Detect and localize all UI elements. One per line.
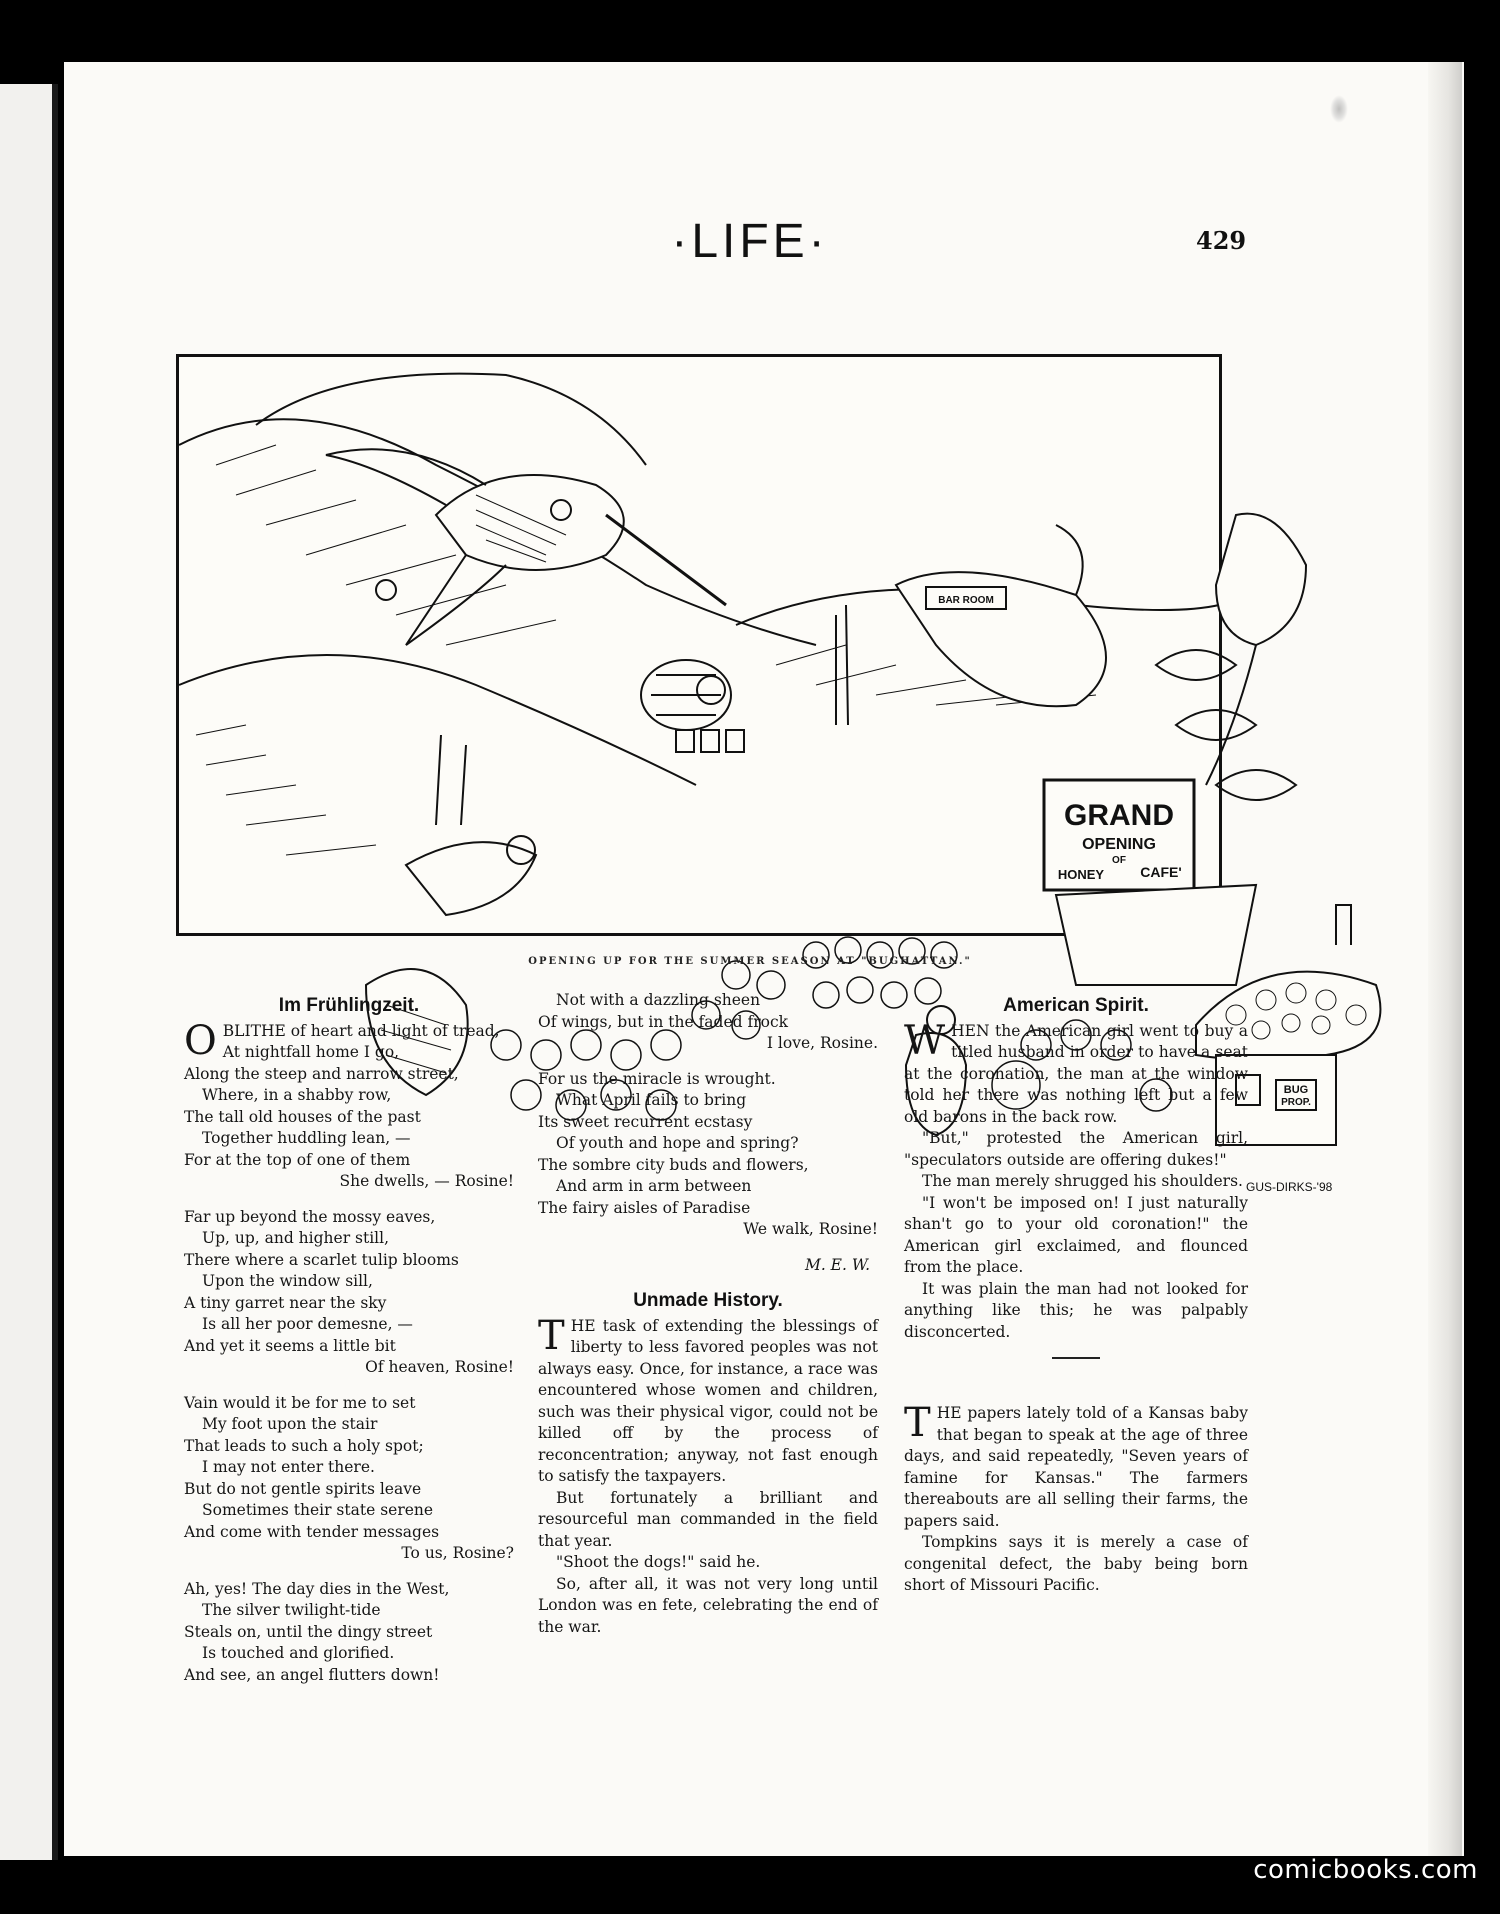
poem-line — [184, 1207, 514, 1229]
poem-line — [538, 1012, 878, 1034]
poem-line-text: The silver twilight-tide — [202, 1601, 381, 1619]
poem-line — [538, 1155, 878, 1177]
unmade-paragraph-1: HE task of extending the blessings of liberty to less favored peoples was not always easy. Once, for instance, a race was encountered whose women and children, such was their physical vigor, could not be killed off by the process of reconcentration; anyway, not fast enough to satisfy the taxpayers. — [538, 1316, 878, 1485]
poem-line-text: The tall old houses of the past — [184, 1107, 421, 1126]
poem-line — [184, 1436, 514, 1458]
poem-line-text: Steals on, until the dingy street — [184, 1622, 433, 1641]
artist-signature: GUS-DIRKS-'98 — [1246, 1180, 1333, 1194]
unmade-paragraph-2: But fortunately a brilliant and resourceful man commanded in the field that year. — [538, 1488, 878, 1550]
american-paragraph-1: HEN the American girl went to buy a titled husband in order to have a seat at the coronation, the man at the window told her there was nothing left but a few old barons in the back row. — [904, 1021, 1248, 1126]
kansas-body — [904, 1400, 1248, 1597]
poem-line-text: Far up beyond the mossy eaves, — [184, 1207, 436, 1226]
unmade-paragraph-4: So, after all, it was not very long until London was en fete, celebrating the end of the war. — [538, 1574, 878, 1636]
sign-text-grand: GRAND — [1064, 799, 1174, 832]
poem-stanza — [184, 1207, 514, 1379]
poem-line — [538, 1176, 878, 1198]
unmade-history-title: Unmade History. — [633, 1290, 783, 1311]
american-paragraph-2: "But," protested the American girl, "speculators outside are offering dukes!" — [904, 1129, 1248, 1169]
poem-line — [184, 1643, 514, 1665]
poem-line-text: I may not enter there. — [202, 1458, 375, 1476]
poem-stanza — [184, 1393, 514, 1565]
american-paragraph-3: The man merely shrugged his shoulders. — [922, 1172, 1243, 1190]
poem-line-text: The sombre city buds and flowers, — [538, 1155, 809, 1174]
poem-stanza — [184, 1017, 514, 1193]
poem-line-text: Together huddling lean, — — [202, 1129, 411, 1147]
poem-line-text: That leads to such a holy spot; — [184, 1436, 424, 1455]
column-middle — [538, 990, 878, 1638]
poem-line — [184, 1543, 514, 1565]
poem-line-text: To us, Rosine? — [401, 1544, 514, 1562]
page-scuff-mark — [1330, 95, 1348, 123]
poem-line-text: Not with a dazzling sheen — [556, 991, 761, 1009]
poem-line-text: For at the top of one of them — [184, 1150, 411, 1169]
poem-line — [538, 1198, 878, 1220]
poem-line-text: Its sweet recurrent ecstasy — [538, 1112, 753, 1131]
bug-prop-label-2: PROP. — [1281, 1097, 1311, 1108]
poem-line-text: And yet it seems a little bit — [184, 1336, 396, 1355]
poem-line-text: We walk, Rosine! — [743, 1220, 878, 1238]
poem-line — [184, 1271, 514, 1293]
poem-line-text: Of youth and hope and spring? — [556, 1134, 799, 1152]
poem-line — [184, 1042, 514, 1064]
poem-stanza — [538, 1069, 878, 1241]
poem-line-text: Ah, yes! The day dies in the West, — [184, 1579, 450, 1598]
poem-line-text: My foot upon the stair — [202, 1415, 378, 1433]
american-spirit-title: American Spirit. — [1003, 995, 1149, 1016]
poem-line — [538, 1133, 878, 1155]
poem-line — [184, 1250, 514, 1272]
poem-line-text: There where a scarlet tulip blooms — [184, 1250, 459, 1269]
poem-line — [184, 1171, 514, 1193]
poem-line-text: She dwells, — Rosine! — [339, 1172, 514, 1190]
poem-line — [184, 1414, 514, 1436]
poem-line-text: The fairy aisles of Paradise — [538, 1198, 751, 1217]
poem-line — [184, 1665, 514, 1687]
poem-line — [538, 1112, 878, 1134]
poem-line-text: Of wings, but in the faded frock — [538, 1012, 789, 1031]
illustration-caption: OPENING UP FOR THE SUMMER SEASON AT "BUGHATTAN." — [528, 956, 972, 967]
poem-line-text: Up, up, and higher still, — [202, 1229, 390, 1247]
poem-line — [184, 1622, 514, 1644]
kansas-dropcap: T — [904, 1400, 931, 1446]
poem-title: Im Frühlingzeit. — [278, 995, 420, 1016]
poem-line — [184, 1228, 514, 1250]
poem-line — [184, 1064, 514, 1086]
sign-text-honey: HONEY — [1057, 867, 1105, 882]
column-left — [184, 995, 514, 1700]
poem-line-text: I love, Rosine. — [766, 1034, 878, 1052]
american-paragraph-4: "I won't be imposed on! I just naturally shan't go to your old coronation!" the American girl exclaimed, and flounced from the place. — [904, 1193, 1248, 1276]
adjacent-page-edge — [0, 84, 58, 1860]
poem-line — [184, 1393, 514, 1415]
poem-stanzas — [184, 1017, 514, 1687]
poem-line-text: Vain would it be for me to set — [184, 1393, 416, 1412]
poem-line — [184, 1522, 514, 1544]
poem-line — [184, 1357, 514, 1379]
poem-line-text: Along the steep and narrow street, — [184, 1064, 459, 1083]
poem-line — [538, 1090, 878, 1112]
unmade-history-body — [538, 1312, 878, 1639]
poem-line-text: Is all her poor demesne, — — [202, 1315, 413, 1333]
poem-line — [184, 1085, 514, 1107]
unmade-paragraph-3: "Shoot the dogs!" said he. — [556, 1553, 761, 1571]
masthead: ·LIFE· — [671, 215, 829, 268]
poem-signature: M. E. W. — [804, 1255, 870, 1274]
american-spirit-body — [904, 1017, 1248, 1344]
poem-line — [184, 1579, 514, 1601]
bar-room-label: BAR ROOM — [938, 595, 994, 606]
poem-line-text: And arm in arm between — [556, 1177, 752, 1195]
poem-line-text: But do not gentle spirits leave — [184, 1479, 422, 1498]
poem-line — [184, 1128, 514, 1150]
poem-continued — [538, 990, 878, 1241]
poem-line-text: And come with tender messages — [184, 1522, 440, 1541]
poem-line-text: A tiny garret near the sky — [184, 1293, 387, 1312]
poem-line-text: Of heaven, Rosine! — [365, 1358, 514, 1376]
poem-line — [538, 990, 878, 1012]
bug-prop-label-1: BUG — [1283, 1084, 1309, 1096]
page-number: 429 — [1196, 226, 1247, 255]
poem-line — [184, 1500, 514, 1522]
poem-line — [184, 1150, 514, 1172]
poem-line-text: Is touched and glorified. — [202, 1644, 395, 1662]
poem-stanza — [538, 990, 878, 1055]
american-paragraph-5: It was plain the man had not looked for anything like this; he was palpably disconcerted. — [904, 1279, 1248, 1341]
unmade-dropcap: T — [538, 1312, 565, 1359]
section-divider — [1052, 1357, 1100, 1359]
poem-line — [184, 1336, 514, 1358]
poem-line — [184, 1479, 514, 1501]
sign-text-cafe: CAFE' — [1140, 864, 1182, 880]
column-right — [904, 995, 1248, 1597]
poem-line — [184, 1293, 514, 1315]
poem-line-text: Upon the window sill, — [202, 1272, 373, 1290]
poem-line-text: What April fails to bring — [556, 1091, 747, 1109]
poem-line-text: BLITHE of heart and light of tread, — [222, 1021, 500, 1040]
poem-line — [538, 1033, 878, 1055]
poem-line — [538, 1219, 878, 1241]
poem-line — [184, 1107, 514, 1129]
poem-line — [538, 1069, 878, 1091]
poem-dropcap: O — [184, 1017, 217, 1064]
american-dropcap: W — [904, 1017, 946, 1064]
poem-line-text: Where, in a shabby row, — [202, 1086, 392, 1104]
sign-text-of: OF — [1112, 855, 1126, 866]
poem-line — [184, 1600, 514, 1622]
poem-line-text: For us the miracle is wrought. — [538, 1069, 776, 1088]
kansas-paragraph-1: HE papers lately told of a Kansas baby that began to speak at the age of three days, and said repeatedly, "Seven years of famine for Kansas." The farmers thereabouts are all selling their farms, the papers said. — [904, 1404, 1248, 1530]
poem-line — [184, 1314, 514, 1336]
poem-line-text: Sometimes their state serene — [202, 1501, 434, 1519]
kansas-paragraph-2: Tompkins says it is merely a case of congenital defect, the baby being born short of Missouri Pacific. — [904, 1533, 1248, 1594]
poem-line-text: And see, an angel flutters down! — [184, 1665, 440, 1684]
sign-text-opening: OPENING — [1082, 836, 1156, 853]
poem-stanza — [184, 1579, 514, 1687]
poem-line-text: At nightfall home I go, — [222, 1043, 400, 1061]
watermark: comicbooks.com — [1253, 1855, 1478, 1885]
poem-line — [184, 1457, 514, 1479]
